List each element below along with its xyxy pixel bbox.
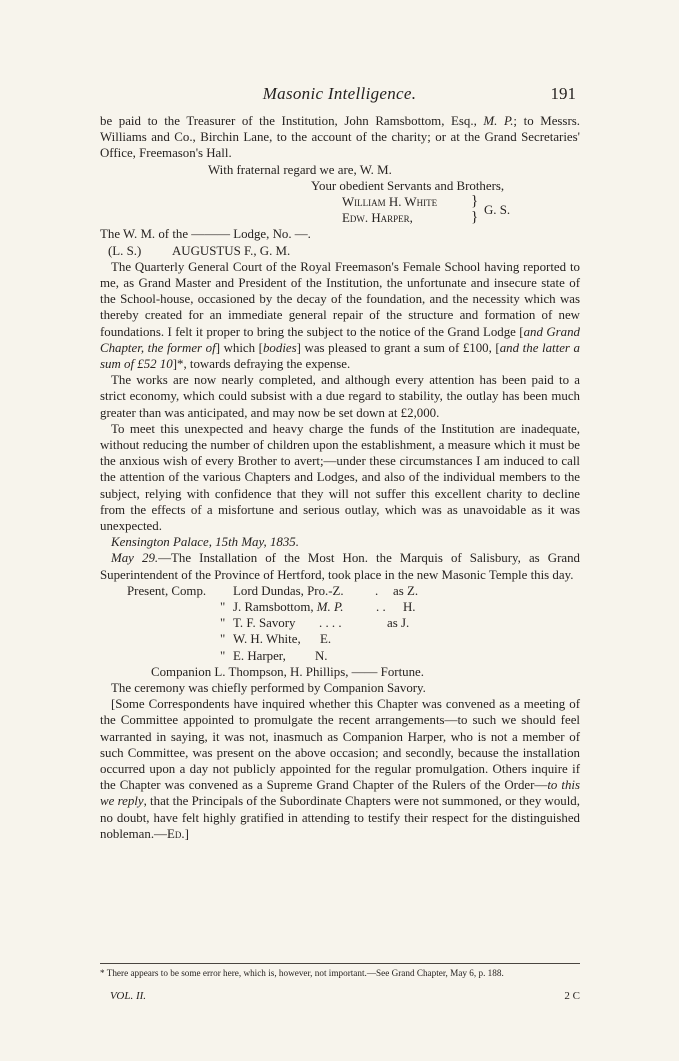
note-text-italic: to this we reply (100, 778, 580, 809)
officer-row (100, 631, 580, 647)
letter-text: be paid to the Treasurer of the Institution, John Ramsbottom, Esq., (100, 114, 484, 128)
signature-mark: 2 C (564, 990, 580, 1002)
brace-open: } (471, 192, 479, 209)
closing-text: Your obedient Servants and Brothers, (311, 178, 505, 193)
signer-line-2 (100, 203, 580, 226)
closing-text: With fraternal regard we are, W. M. (208, 162, 392, 177)
note-text: [Some Correspondents have inquired whether this Chapter was convened as a meeting of the Committee appointed to promulgate the recent arrangements—to such we should feel warranted in saying, it was not, inasmuch as Companion Harper, who is not a member of such Committee, was present on the above occasion; and secondly, because the installation occurred upon a day not publicly appointed for the regular promulgation. Others inquire if the Chapter was convened as a Supreme Grand Chapter of the Rulers of the Order— (100, 697, 580, 793)
footnote: * There appears to be some error here, which is, however, not important.—See Grand Chapter, May 6, p. 188. (100, 968, 504, 978)
page-number: 191 (550, 84, 576, 103)
decree-paragraph-3: To meet this unexpected and heavy charge the funds of the Institution are inadequate, without reducing the number of children upon the establishment, a measure which it must be the anxious wish of every Brother to avert;—under these circumstances I am induced to call the attention of the various Chapters and Lodges, and also of the individual members to the subject, relying with confidence that they will not suffer this excellent charity to decline from the effects of a misfortune and serious outlay, which was as unavoidable as it was unexpected. (100, 421, 580, 533)
officer-dots: . . . . (319, 616, 342, 631)
officer-row (100, 648, 580, 664)
decree-text-italic: bodies (262, 340, 297, 355)
officer-row (100, 599, 580, 615)
seal-line (100, 243, 580, 259)
decree-text: ]*, towards defraying the expense. (172, 356, 351, 371)
page-footer (100, 990, 580, 1004)
running-title: Masonic Intelligence. (262, 84, 417, 103)
closing-line-2 (100, 178, 580, 194)
decree-dateline: Kensington Palace, 15th May, 1835. (111, 535, 299, 550)
brace-close: } (471, 209, 479, 226)
grand-master-name: AUGUSTUS F., G. M. (172, 243, 291, 258)
officer-role: as Z. (393, 583, 419, 598)
companions-text: Companion L. Thompson, H. Phillips, —— Fortune. (151, 664, 424, 679)
closing-line-1 (100, 162, 580, 178)
officer-dots: . (375, 583, 379, 598)
letter-text: ; to Messrs. Williams and Co., Birchin Lane, to the account of the charity; or at the Grand Secretaries' Office, Freemason's Hall. (100, 114, 580, 161)
letter-paragraph (100, 113, 580, 162)
page-body (100, 113, 580, 842)
officer-name: J. Ramsbottom, (233, 599, 317, 614)
officer-name: Lord Dundas, Pro.-Z. (233, 583, 344, 598)
officer-name: E. Harper, (233, 648, 286, 663)
ditto-mark: " (220, 648, 226, 663)
editor-note (100, 696, 580, 842)
decree-text-italic: and the latter a sum of £52 10 (100, 340, 580, 371)
officer-row (100, 583, 580, 599)
addressee-text: The W. M. of the ——— Lodge, No. —. (100, 227, 311, 242)
decree-text: ] which [ (215, 340, 263, 355)
letter-text-italic: M. P. (483, 114, 514, 128)
footnote-rule (100, 963, 580, 964)
volume-label: VOL. II. (110, 990, 147, 1002)
officer-name-group (233, 599, 343, 615)
officer-name: T. F. Savory (233, 616, 296, 631)
officer-dots: . . (376, 599, 386, 614)
officer-name-italic: M. P. (316, 599, 344, 614)
officer-role: E. (320, 632, 332, 647)
decree-text: The Quarterly General Court of the Royal Freemason's Female School having reported to me, as Grand Master and President of the Institution, the unfortunate and insecure state of the School-house, occasioned by the decay of the foundation, and the necessity which was thereby created for an immediate general repair of the structure and formation of new foundations. I felt it proper to bring the subject to the notice of the Grand Lodge [ (100, 259, 580, 339)
installation-paragraph (100, 550, 580, 582)
seal-mark: (L. S.) (108, 243, 142, 258)
note-editor-mark: Ed. (166, 826, 185, 841)
officer-role: as J. (387, 616, 410, 631)
signer-office: G. S. (484, 203, 511, 218)
officer-role: H. (403, 599, 416, 614)
officer-row (100, 615, 580, 631)
officer-role: N. (315, 648, 328, 663)
signer-name: Edw. Harper, (342, 211, 413, 226)
officer-lead: Present, Comp. (127, 583, 207, 598)
signer-name: William H. White (342, 194, 438, 209)
note-text: , that the Principals of the Subordinate Chapters were not summoned, or they would, no doubt, have felt highly gratified in attending to testify their respect for the distinguished nobleman.— (100, 794, 580, 841)
decree-text: ] was pleased to grant a sum of £100, [ (296, 340, 500, 355)
ceremony-line: The ceremony was chiefly performed by Companion Savory. (111, 680, 426, 695)
decree-paragraph-1 (100, 259, 580, 372)
companions-line (100, 664, 580, 680)
ditto-mark: " (220, 632, 226, 647)
officer-name: W. H. White, (233, 632, 301, 647)
note-text: ] (184, 826, 189, 841)
ditto-mark: " (220, 599, 226, 614)
running-header (0, 84, 679, 106)
installation-text: —The Installation of the Most Hon. the Marquis of Salisbury, as Grand Superintendent of the Province of Hertford, took place in the new Masonic Temple this day. (100, 551, 580, 582)
decree-paragraph-2: The works are now nearly completed, and although every attention has been paid to a strict economy, which could subsist with a due regard to stability, the outlay has been much greater than was anticipated, and may now be set down at £2,000. (100, 373, 580, 420)
installation-date: May 29. (111, 551, 159, 566)
decree-text-italic: and Grand Chapter, the former of (100, 324, 580, 355)
addressee-line (100, 226, 580, 242)
ditto-mark: " (220, 616, 226, 631)
